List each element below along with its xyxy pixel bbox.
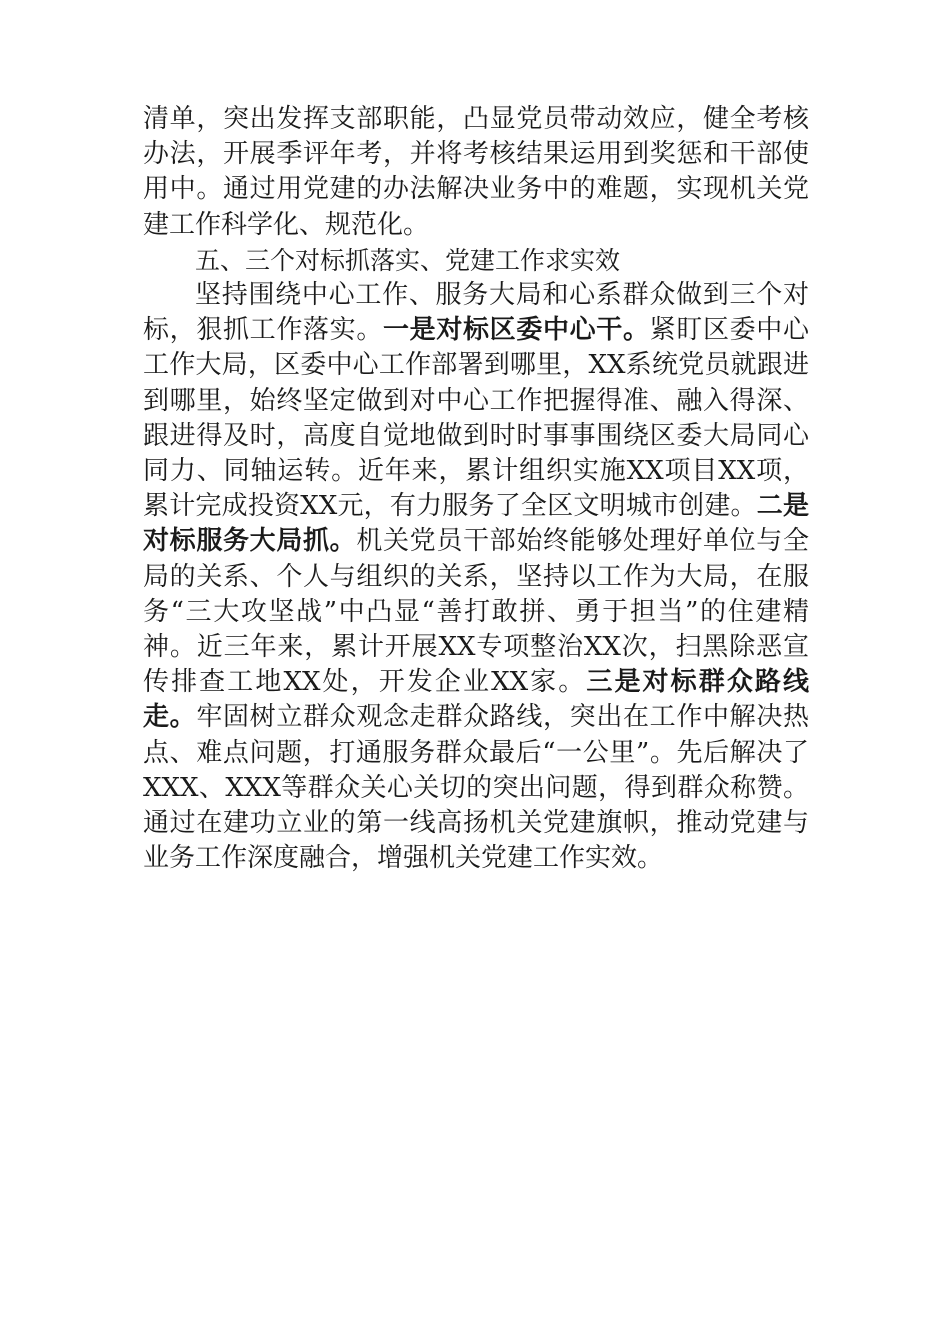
section-heading-five: 五、三个对标抓落实、党建工作求实效	[195, 245, 621, 275]
point-one-text: 紧盯区委中心工作大局，区委中心工作部署到哪里，XX系统党员就跟进到哪里，始终坚定做到对中心工作把握得准、融入得深、跟进得及时，高度自觉地做到时时事事围绕区委大局同心同力、同轴运转。近年来，累计组织实施XX项目XX项，累计完成投资XX元，有力服务了全区文明城市创建。	[143, 315, 809, 522]
bold-point-one: 一是对标区委中心干。	[382, 315, 650, 346]
paragraph-continuation: 清单，突出发挥支部职能，凸显党员带动效应，健全考核办法，开展季评年考，并将考核结果运用到奖惩和干部使用中。通过用党建的办法解决业务中的难题，实现机关党建工作科学化、规范化。	[143, 104, 809, 240]
point-two-text: 机关党员干部始终能够处理好单位与全局的关系、个人与组织的关系，坚持以工作为大局，在服务“三大攻坚战”中凸显“善打敢拼、勇于担当”的住建精神。近三年来，累计开展XX专项整治XX次，扫黑除恶宣传排查工地XX处，开发企业XX家。	[143, 526, 809, 698]
bold-point-two: 二是对标服务大局抓。	[143, 491, 809, 557]
bold-point-three: 三是对标群众路线走。	[143, 667, 809, 733]
document-body	[143, 102, 809, 876]
paragraph-three-benchmarks	[143, 278, 809, 876]
point-three-text: 牢固树立群众观念走群众路线，突出在工作中解决热点、难点问题，打通服务群众最后“一公里”。先后解决了XXX、XXX等群众关心关切的突出问题，得到群众称赞。通过在建功立业的第一线高扬机关党建旗帜，推动党建与业务工作深度融合，增强机关党建工作实效。	[143, 702, 809, 874]
paragraph-intro: 坚持围绕中心工作、服务大局和心系群众做到三个对标，狠抓工作落实。	[143, 280, 809, 346]
